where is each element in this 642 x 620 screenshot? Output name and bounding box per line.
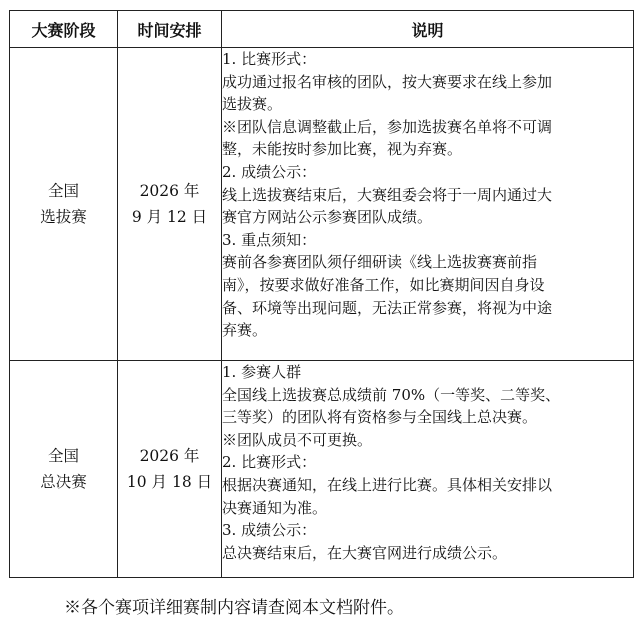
description-line: 2. 比赛形式： (222, 453, 317, 472)
description-cell (222, 361, 634, 578)
time-text: 9 月 12 日 (131, 208, 208, 226)
stage-text: 总决赛 (40, 473, 87, 491)
description-line: 决赛通知为准。 (222, 498, 328, 517)
description-line: 三等奖）的团队将有资格参与全国线上总决赛。 (222, 408, 538, 427)
description-line: 1. 参赛人群 (222, 363, 302, 381)
description-line: 选拔赛。 (222, 95, 283, 114)
description-line: 2. 成绩公示： (222, 162, 317, 181)
description-line: 赛前各参赛团队须仔细研读《线上选拔赛赛前指 (222, 253, 538, 272)
stage-cell (10, 48, 118, 361)
description-line: 弃赛。 (222, 321, 268, 340)
time-cell (118, 361, 222, 578)
competition-schedule-table (9, 10, 634, 578)
description-line: 线上选拔赛结束后，大赛组委会将于一周内通过大 (222, 185, 553, 204)
time-text: 2026 年 (139, 447, 200, 465)
description-line: 成功通过报名审核的团队，按大赛要求在线上参加 (222, 72, 553, 91)
stage-text: 全国 (47, 447, 79, 465)
description-line: 南》，按要求做好准备工作，如比赛期间因自身设 (222, 275, 545, 294)
description-line: 赛官方网站公示参赛团队成绩。 (222, 208, 433, 227)
time-cell (118, 48, 222, 361)
description-line: 全国线上选拔赛总成绩前 70%（一等奖、二等奖、 (222, 385, 561, 404)
header-description: 说明 (222, 11, 634, 48)
stage-text: 全国 (47, 182, 79, 200)
description-line: 备、环境等出现问题，无法正常参赛，将视为中途 (222, 298, 553, 317)
table-row (10, 48, 634, 361)
description-line: 总决赛结束后，在大赛官网进行成绩公示。 (222, 543, 508, 562)
stage-cell (10, 361, 118, 578)
description-line: ※团队信息调整截止后，参加选拔赛名单将不可调 (222, 117, 553, 136)
description-line: 3. 成绩公示： (222, 521, 317, 540)
description-line: ※团队成员不可更换。 (222, 430, 373, 449)
description-line: 1. 比赛形式： (222, 50, 317, 68)
table-row (10, 361, 634, 578)
description-cell (222, 48, 634, 361)
header-stage: 大赛阶段 (10, 11, 118, 48)
time-text: 2026 年 (139, 182, 200, 200)
description-line: 3. 重点须知： (222, 230, 317, 249)
time-text: 10 月 18 日 (126, 473, 213, 491)
attachment-footnote: ※各个赛项详细赛制内容请查阅本文档附件。 (64, 598, 404, 618)
stage-text: 选拔赛 (40, 208, 87, 226)
description-line: 根据决赛通知，在线上进行比赛。具体相关安排以 (222, 475, 553, 494)
table-header-row (10, 11, 634, 48)
header-time: 时间安排 (118, 11, 222, 48)
description-line: 整，未能按时参加比赛，视为弃赛。 (222, 140, 463, 159)
